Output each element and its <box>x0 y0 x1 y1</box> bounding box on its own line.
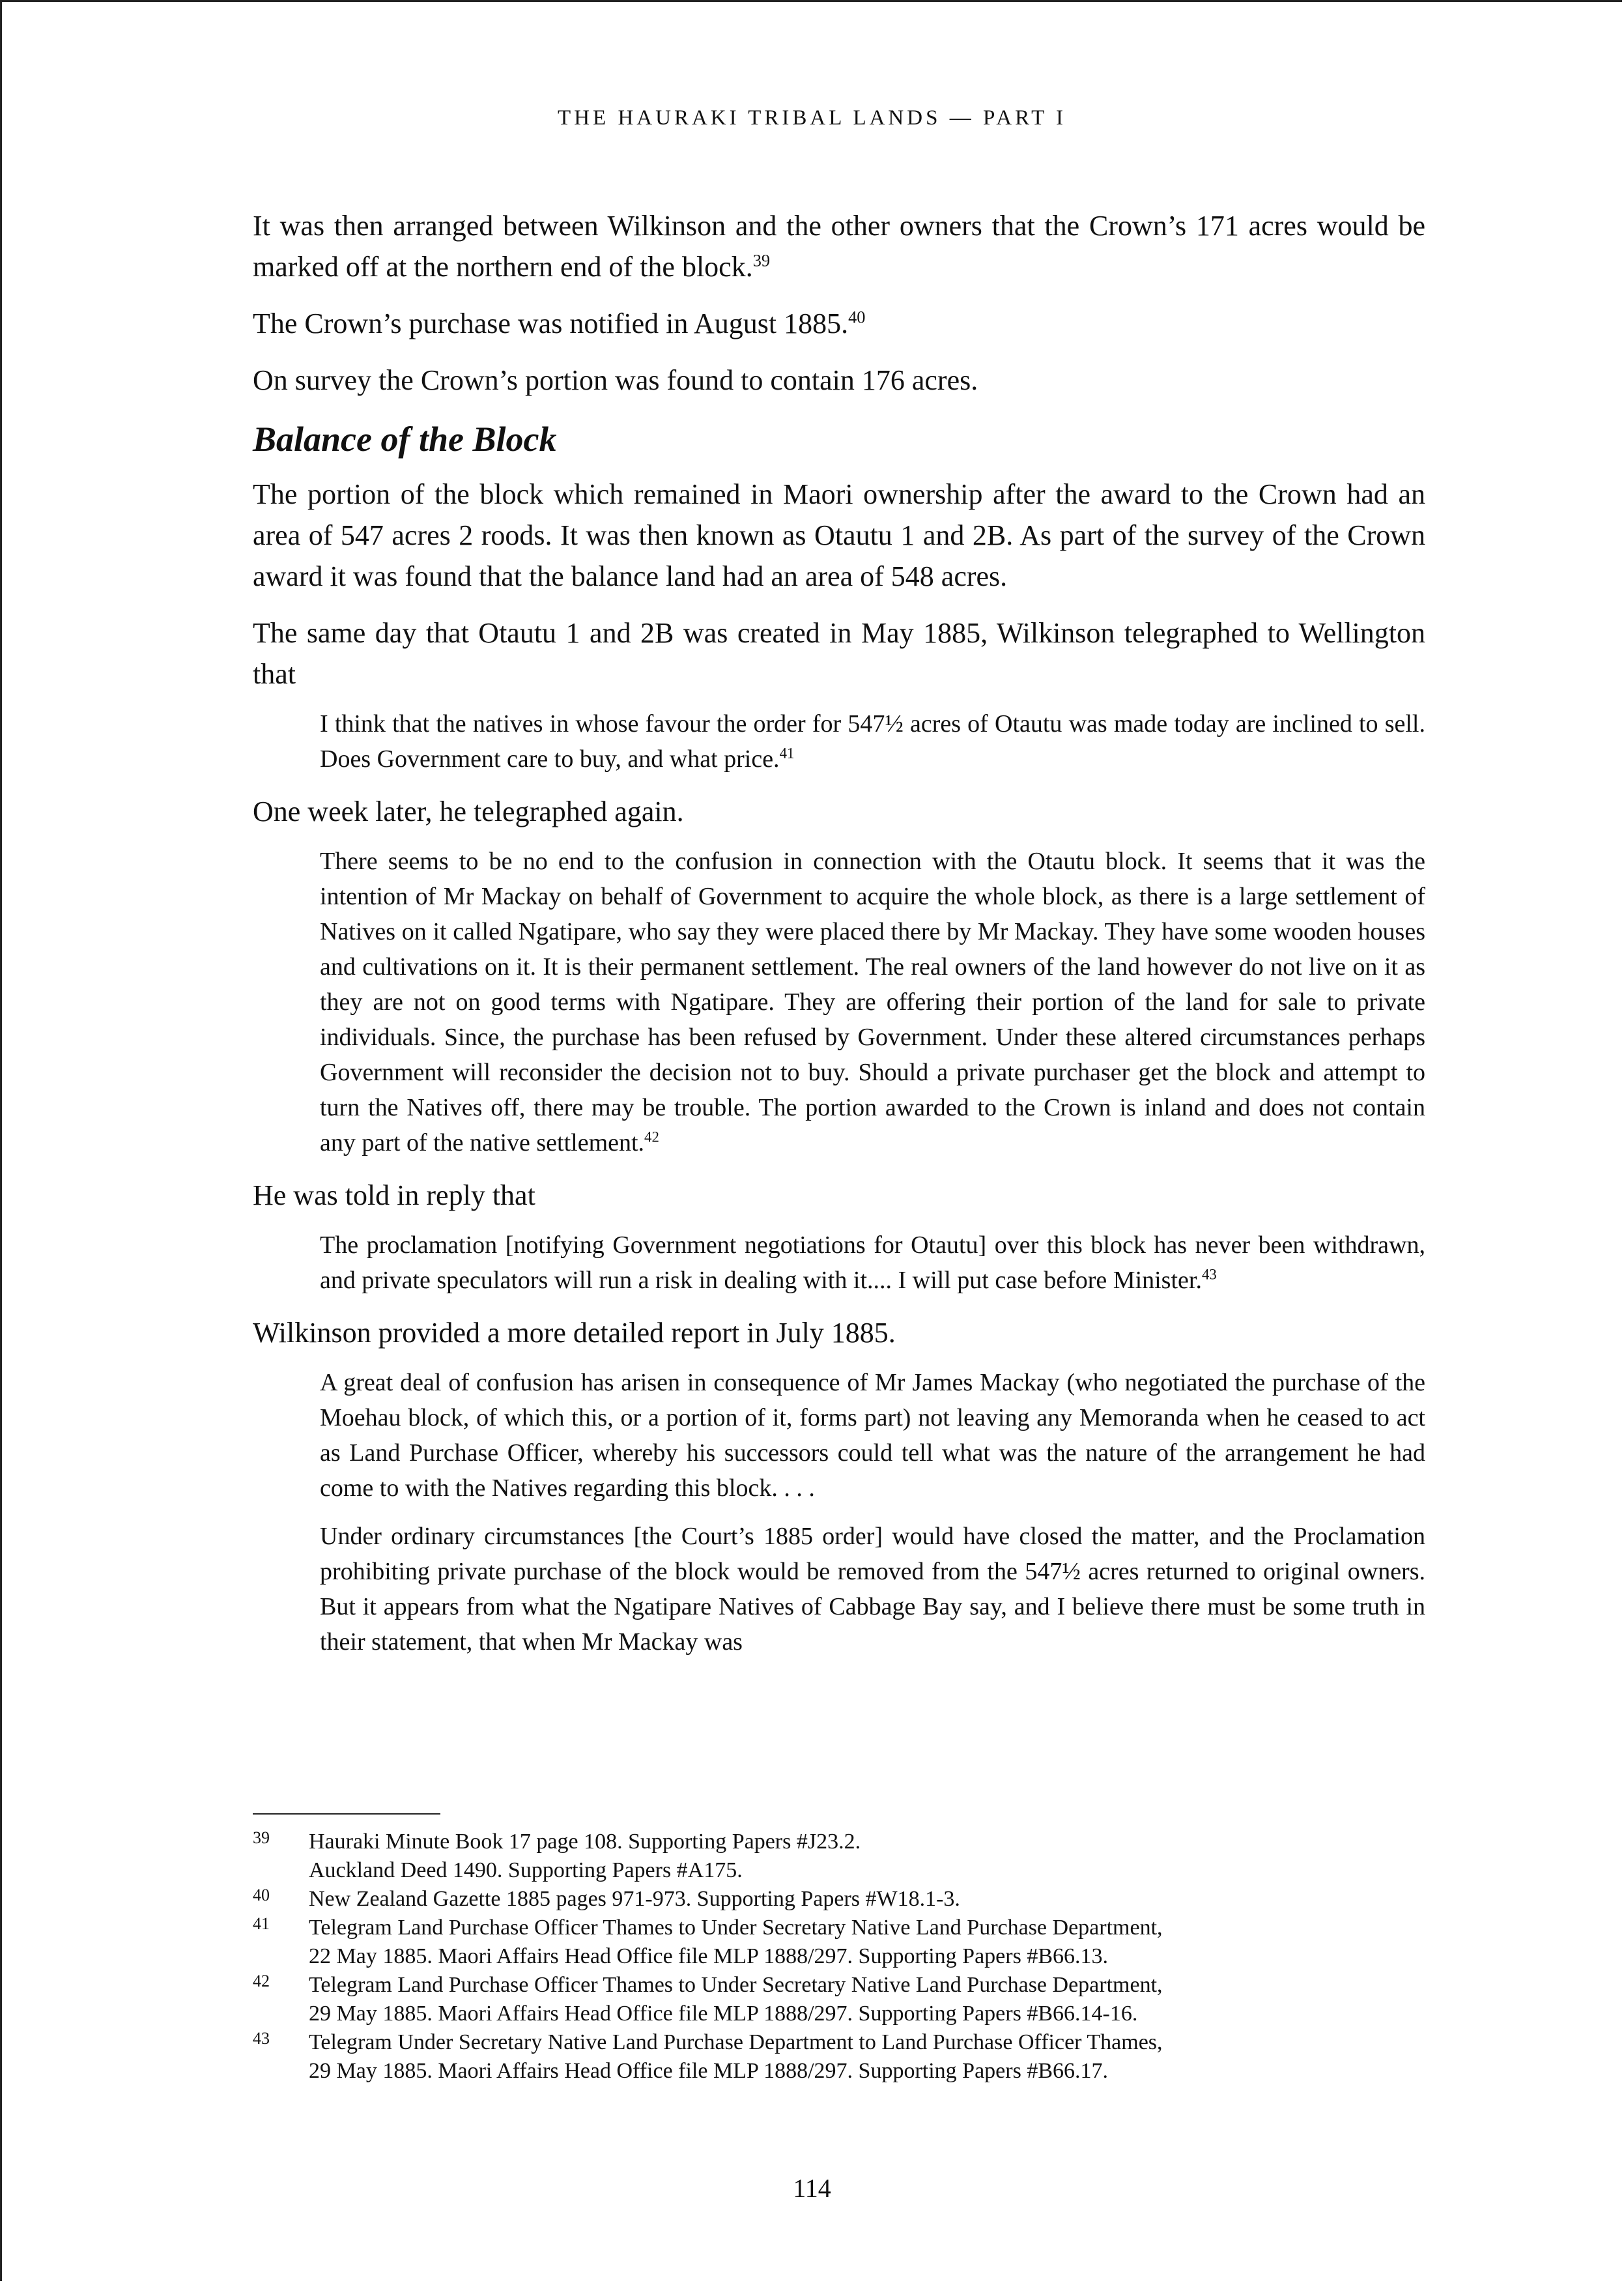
footnote-39 <box>253 1828 1425 1885</box>
paragraph-text: It was then arranged between Wilkinson and the other owners that the Crown’s 171 acres would be marked off at the northern end of the block. <box>253 210 1425 283</box>
footnote-text <box>309 1828 1425 1885</box>
footnote-text <box>309 1914 1425 1971</box>
footnote-line: Telegram Land Purchase Officer Thames to Under Secretary Native Land Purchase Department, <box>309 1916 1163 1940</box>
paragraph: The same day that Otautu 1 and 2B was created in May 1885, Wilkinson telegraphed to Wellington that <box>253 617 1425 690</box>
quote-text: The proclamation [notifying Government negotiations for Otautu] over this block has never been withdrawn, and private speculators will run a risk in dealing with it.... I will put case before Minister. <box>320 1231 1425 1294</box>
block-quote <box>320 706 1425 777</box>
footnote-line: 29 May 1885. Maori Affairs Head Office file MLP 1888/297. Supporting Papers #B66.17. <box>309 2059 1109 2083</box>
paragraph <box>253 303 1425 344</box>
footnote-ref: 42 <box>644 1128 659 1145</box>
footnote-ref: 41 <box>779 745 795 762</box>
footnote-40 <box>253 1885 1425 1914</box>
section-heading: Balance of the Block <box>253 420 557 459</box>
footnote-line: Auckland Deed 1490. Supporting Papers #A175. <box>309 1858 743 1882</box>
footnote-line: Telegram Under Secretary Native Land Purchase Department to Land Purchase Officer Thames, <box>309 2030 1163 2054</box>
block-quote <box>320 844 1425 1160</box>
paragraph: He was told in reply that <box>253 1179 535 1211</box>
footnote-rule <box>253 1813 440 1815</box>
footnote-number: 43 <box>253 2029 270 2048</box>
running-head: THE HAURAKI TRIBAL LANDS — PART I <box>558 106 1066 130</box>
block-quote <box>320 1228 1425 1298</box>
page-number: 114 <box>793 2174 831 2203</box>
footnote-line: New Zealand Gazette 1885 pages 971-973. Supporting Papers #W18.1-3. <box>309 1887 960 1911</box>
footnote-41 <box>253 1914 1425 1971</box>
quote-paragraph: Under ordinary circumstances [the Court’s 1885 order] would have closed the matter, and the Proclamation prohibiting private purchase of the block would be removed from the 547½ acres returned to original owners. But it appears from what the Ngatipare Natives of Cabbage Bay say, and I believe there must be some truth in their statement, that when Mr Mackay was <box>320 1523 1425 1656</box>
paragraph: Wilkinson provided a more detailed report in July 1885. <box>253 1317 896 1349</box>
quote-paragraph <box>320 1228 1425 1298</box>
quote-text: There seems to be no end to the confusion in connection with the Otautu block. It seems that it was the intention of Mr Mackay on behalf of Government to acquire the whole block, as there is a large settlement of Natives on it called Ngatipare, who say they were placed there by Mr Mackay. They have some wooden houses and cultivations on it. It is their permanent settlement. The real owners of the land however do not live on it as they are not on good terms with Ngatipare. They are offering their portion of the land for sale to private individuals. Since, the purchase has been refused by Government. Under these altered circumstances perhaps Government will reconsider the decision not to buy. Should a private purchaser get the block and attempt to turn the Natives off, there may be trouble. The portion awarded to the Crown is inland and does not contain any part of the native settlement. <box>320 848 1425 1156</box>
paragraph-text: On survey the Crown’s portion was found to contain 176 acres. <box>253 364 978 396</box>
block-quote <box>320 1365 1425 1659</box>
footnote-43 <box>253 2028 1425 2086</box>
footnotes <box>253 1828 1425 2086</box>
footnote-text <box>309 1885 1425 1914</box>
main-text <box>253 205 1425 1674</box>
footnote-ref: 43 <box>1201 1266 1217 1283</box>
footnote-number: 41 <box>253 1914 270 1933</box>
footnote-line: 29 May 1885. Maori Affairs Head Office file MLP 1888/297. Supporting Papers #B66.14-16. <box>309 2002 1138 2026</box>
footnote-number: 40 <box>253 1886 270 1904</box>
footnote-text <box>309 2028 1425 2086</box>
footnote-line: Telegram Land Purchase Officer Thames to Under Secretary Native Land Purchase Department, <box>309 1973 1163 1997</box>
footnote-ref: 40 <box>848 307 866 327</box>
footnote-line: 22 May 1885. Maori Affairs Head Office file MLP 1888/297. Supporting Papers #B66.13. <box>309 1944 1109 1968</box>
paragraph-text: The Crown’s purchase was notified in August 1885. <box>253 308 849 339</box>
quote-text: I think that the natives in whose favour the order for 547½ acres of Otautu was made today are inclined to sell. Does Government care to buy, and what price. <box>320 710 1425 773</box>
quote-paragraph: A great deal of confusion has arisen in consequence of Mr James Mackay (who negotiated the purchase of the Moehau block, of which this, or a portion of it, forms part) not leaving any Memoranda when he ceased to act as Land Purchase Officer, whereby his successors could tell what was the nature of the arrangement he had come to with the Natives regarding this block. . . . <box>320 1369 1425 1502</box>
footnote-text <box>309 1971 1425 2028</box>
footnote-42 <box>253 1971 1425 2028</box>
footnote-line: Hauraki Minute Book 17 page 108. Supporting Papers #J23.2. <box>309 1830 861 1854</box>
footnote-number: 39 <box>253 1828 270 1847</box>
paragraph <box>253 360 1425 401</box>
quote-paragraph <box>320 706 1425 777</box>
paragraph: The portion of the block which remained in Maori ownership after the award to the Crown had an area of 547 acres 2 roods. It was then known as Otautu 1 and 2B. As part of the survey of the Crown award it was found that the balance land had an area of 548 acres. <box>253 478 1425 592</box>
footnote-number: 42 <box>253 1972 270 1990</box>
paragraph <box>253 205 1425 287</box>
paragraph: One week later, he telegraphed again. <box>253 796 684 827</box>
quote-paragraph <box>320 844 1425 1160</box>
footnote-ref: 39 <box>752 250 771 270</box>
